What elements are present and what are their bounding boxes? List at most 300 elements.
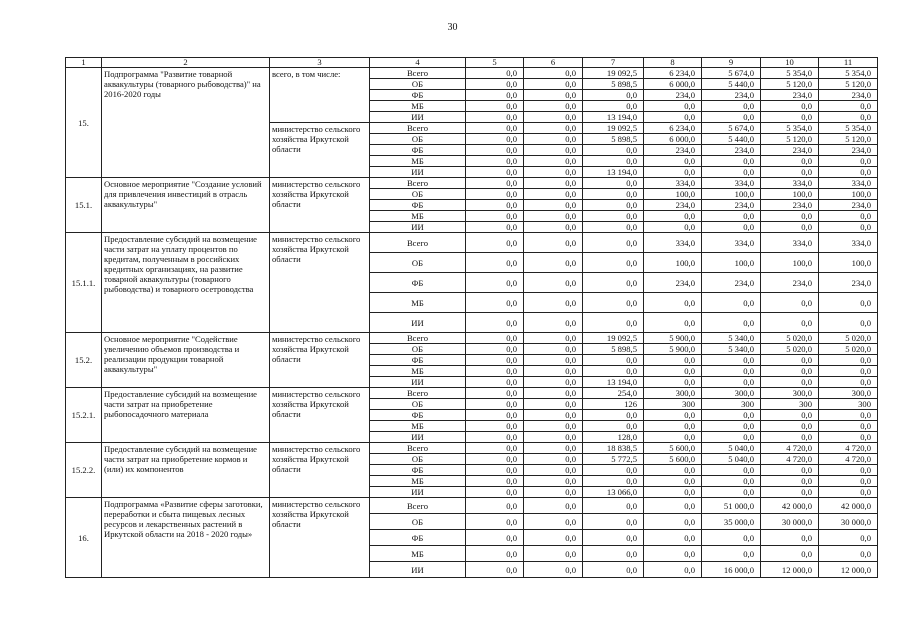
value-cell: 5 354,0 [761, 123, 819, 134]
value-cell: 0,0 [702, 156, 761, 167]
value-cell: 0,0 [466, 377, 524, 388]
value-cell: 0,0 [524, 222, 583, 233]
funding-source: ОБ [370, 134, 466, 145]
value-cell: 0,0 [819, 432, 878, 443]
value-cell: 0,0 [524, 313, 583, 333]
value-cell: 0,0 [466, 410, 524, 421]
value-cell: 0,0 [644, 410, 702, 421]
column-header: 2 [102, 58, 270, 68]
value-cell: 0,0 [644, 112, 702, 123]
value-cell: 0,0 [819, 476, 878, 487]
value-cell: 0,0 [583, 233, 644, 253]
value-cell: 0,0 [644, 498, 702, 514]
funding-source: МБ [370, 476, 466, 487]
value-cell: 5 674,0 [702, 68, 761, 79]
value-cell: 0,0 [819, 377, 878, 388]
value-cell: 5 772,5 [583, 454, 644, 465]
budget-table [65, 57, 878, 578]
row-description: Подпрограмма "Развитие товарной аквакультуры (товарного рыбоводства)" на 2016-2020 годы [102, 68, 270, 178]
value-cell: 0,0 [644, 222, 702, 233]
row-code: 15.2.2. [66, 443, 102, 498]
row-description: Предоставление субсидий на возмещение части затрат на уплату процентов по кредитам, полученным в российских кредитных организациях, на развитие товарной аквакультуры (товарного рыбоводства) и товарного осетроводства [102, 233, 270, 333]
value-cell: 334,0 [819, 178, 878, 189]
value-cell: 0,0 [466, 90, 524, 101]
value-cell: 334,0 [761, 233, 819, 253]
value-cell: 0,0 [583, 313, 644, 333]
value-cell: 100,0 [644, 253, 702, 273]
column-header: 8 [644, 58, 702, 68]
value-cell: 0,0 [524, 156, 583, 167]
value-cell: 0,0 [466, 454, 524, 465]
value-cell: 0,0 [583, 253, 644, 273]
value-cell: 51 000,0 [702, 498, 761, 514]
funding-source: МБ [370, 421, 466, 432]
value-cell: 334,0 [644, 178, 702, 189]
value-cell: 5 898,5 [583, 344, 644, 355]
funding-source: МБ [370, 156, 466, 167]
value-cell: 13 194,0 [583, 167, 644, 178]
funding-source: ОБ [370, 344, 466, 355]
value-cell: 100,0 [819, 253, 878, 273]
value-cell: 0,0 [466, 134, 524, 145]
value-cell: 0,0 [524, 530, 583, 546]
value-cell: 5 900,0 [644, 344, 702, 355]
value-cell: 0,0 [466, 123, 524, 134]
value-cell: 0,0 [819, 421, 878, 432]
value-cell: 0,0 [761, 167, 819, 178]
value-cell: 300 [819, 399, 878, 410]
funding-source: Всего [370, 233, 466, 253]
value-cell: 300,0 [702, 388, 761, 399]
value-cell: 0,0 [524, 101, 583, 112]
value-cell: 13 066,0 [583, 487, 644, 498]
value-cell: 0,0 [466, 313, 524, 333]
value-cell: 5 900,0 [644, 333, 702, 344]
value-cell: 0,0 [524, 178, 583, 189]
value-cell: 0,0 [524, 410, 583, 421]
value-cell: 5 020,0 [819, 344, 878, 355]
value-cell: 234,0 [702, 145, 761, 156]
value-cell: 0,0 [524, 366, 583, 377]
value-cell: 42 000,0 [819, 498, 878, 514]
value-cell: 19 092,5 [583, 333, 644, 344]
funding-source: ФБ [370, 530, 466, 546]
value-cell: 5 440,0 [702, 79, 761, 90]
value-cell: 334,0 [702, 178, 761, 189]
value-cell: 0,0 [583, 476, 644, 487]
value-cell: 0,0 [702, 410, 761, 421]
value-cell: 0,0 [761, 432, 819, 443]
value-cell: 0,0 [466, 156, 524, 167]
funding-source: ИИ [370, 487, 466, 498]
column-header: 11 [819, 58, 878, 68]
value-cell: 254,0 [583, 388, 644, 399]
value-cell: 0,0 [819, 156, 878, 167]
responsible-executor: всего, в том числе: [270, 68, 370, 123]
value-cell: 0,0 [466, 514, 524, 530]
funding-source: Всего [370, 388, 466, 399]
value-cell: 0,0 [702, 487, 761, 498]
value-cell: 0,0 [524, 487, 583, 498]
value-cell: 0,0 [761, 101, 819, 112]
value-cell: 0,0 [466, 189, 524, 200]
value-cell: 0,0 [644, 514, 702, 530]
value-cell: 13 194,0 [583, 377, 644, 388]
value-cell: 334,0 [644, 233, 702, 253]
value-cell: 0,0 [524, 211, 583, 222]
value-cell: 0,0 [524, 68, 583, 79]
column-header: 10 [761, 58, 819, 68]
value-cell: 16 000,0 [702, 562, 761, 578]
value-cell: 334,0 [819, 233, 878, 253]
value-cell: 0,0 [466, 293, 524, 313]
table-row [66, 233, 878, 253]
value-cell: 0,0 [524, 189, 583, 200]
value-cell: 5 354,0 [819, 68, 878, 79]
value-cell: 0,0 [466, 200, 524, 211]
value-cell: 0,0 [524, 123, 583, 134]
row-code: 16. [66, 498, 102, 578]
value-cell: 234,0 [761, 145, 819, 156]
value-cell: 0,0 [644, 530, 702, 546]
value-cell: 0,0 [524, 546, 583, 562]
funding-source: ИИ [370, 313, 466, 333]
funding-source: ИИ [370, 377, 466, 388]
value-cell: 0,0 [466, 465, 524, 476]
value-cell: 0,0 [524, 421, 583, 432]
value-cell: 0,0 [524, 333, 583, 344]
value-cell: 0,0 [583, 90, 644, 101]
value-cell: 0,0 [466, 145, 524, 156]
value-cell: 0,0 [583, 189, 644, 200]
column-header: 7 [583, 58, 644, 68]
value-cell: 0,0 [524, 90, 583, 101]
value-cell: 0,0 [524, 454, 583, 465]
responsible-executor: министерство сельского хозяйства Иркутской области [270, 498, 370, 578]
value-cell: 6 000,0 [644, 134, 702, 145]
value-cell: 334,0 [761, 178, 819, 189]
funding-source: Всего [370, 443, 466, 454]
value-cell: 5 120,0 [761, 79, 819, 90]
value-cell: 0,0 [761, 366, 819, 377]
value-cell: 4 720,0 [819, 454, 878, 465]
value-cell: 100,0 [819, 189, 878, 200]
value-cell: 4 720,0 [819, 443, 878, 454]
value-cell: 0,0 [819, 101, 878, 112]
value-cell: 0,0 [524, 388, 583, 399]
value-cell: 0,0 [583, 530, 644, 546]
value-cell: 5 898,5 [583, 134, 644, 145]
value-cell: 0,0 [644, 377, 702, 388]
value-cell: 0,0 [583, 145, 644, 156]
value-cell: 0,0 [524, 562, 583, 578]
value-cell: 0,0 [644, 487, 702, 498]
row-description: Основное мероприятие "Создание условий для привлечения инвестиций в отрасль аквакультуры" [102, 178, 270, 233]
value-cell: 0,0 [583, 355, 644, 366]
value-cell: 5 340,0 [702, 344, 761, 355]
value-cell: 0,0 [466, 388, 524, 399]
value-cell: 0,0 [583, 546, 644, 562]
value-cell: 5 600,0 [644, 443, 702, 454]
funding-source: ФБ [370, 355, 466, 366]
value-cell: 0,0 [466, 101, 524, 112]
funding-source: ОБ [370, 454, 466, 465]
value-cell: 0,0 [644, 313, 702, 333]
responsible-executor: министерство сельского хозяйства Иркутской области [270, 123, 370, 178]
value-cell: 0,0 [466, 498, 524, 514]
value-cell: 0,0 [819, 211, 878, 222]
column-header: 3 [270, 58, 370, 68]
value-cell: 0,0 [644, 562, 702, 578]
value-cell: 0,0 [524, 399, 583, 410]
column-header: 1 [66, 58, 102, 68]
value-cell: 0,0 [466, 273, 524, 293]
value-cell: 0,0 [761, 156, 819, 167]
value-cell: 0,0 [702, 167, 761, 178]
value-cell: 0,0 [524, 465, 583, 476]
value-cell: 0,0 [702, 476, 761, 487]
value-cell: 0,0 [524, 344, 583, 355]
value-cell: 5 020,0 [761, 344, 819, 355]
value-cell: 0,0 [819, 546, 878, 562]
value-cell: 0,0 [466, 399, 524, 410]
value-cell: 234,0 [761, 90, 819, 101]
value-cell: 0,0 [524, 79, 583, 90]
value-cell: 334,0 [702, 233, 761, 253]
row-code: 15. [66, 68, 102, 178]
value-cell: 18 838,5 [583, 443, 644, 454]
value-cell: 234,0 [761, 200, 819, 211]
value-cell: 0,0 [761, 313, 819, 333]
value-cell: 0,0 [702, 465, 761, 476]
value-cell: 0,0 [702, 530, 761, 546]
funding-source: ФБ [370, 90, 466, 101]
value-cell: 0,0 [466, 366, 524, 377]
value-cell: 0,0 [583, 273, 644, 293]
row-code: 15.1. [66, 178, 102, 233]
value-cell: 0,0 [644, 355, 702, 366]
funding-source: Всего [370, 498, 466, 514]
value-cell: 0,0 [761, 530, 819, 546]
value-cell: 0,0 [644, 476, 702, 487]
value-cell: 5 020,0 [819, 333, 878, 344]
value-cell: 5 120,0 [819, 134, 878, 145]
funding-source: ФБ [370, 200, 466, 211]
value-cell: 234,0 [644, 273, 702, 293]
table-row [66, 443, 878, 454]
value-cell: 0,0 [583, 101, 644, 112]
value-cell: 0,0 [761, 465, 819, 476]
value-cell: 0,0 [524, 377, 583, 388]
value-cell: 0,0 [524, 498, 583, 514]
value-cell: 5 040,0 [702, 443, 761, 454]
value-cell: 0,0 [524, 167, 583, 178]
funding-source: ОБ [370, 399, 466, 410]
value-cell: 0,0 [583, 562, 644, 578]
value-cell: 0,0 [583, 366, 644, 377]
table-row [66, 498, 878, 514]
responsible-executor: министерство сельского хозяйства Иркутской области [270, 333, 370, 388]
value-cell: 0,0 [702, 546, 761, 562]
value-cell: 0,0 [583, 421, 644, 432]
row-code: 15.2. [66, 333, 102, 388]
responsible-executor: министерство сельского хозяйства Иркутской области [270, 178, 370, 233]
value-cell: 0,0 [524, 355, 583, 366]
value-cell: 0,0 [702, 377, 761, 388]
value-cell: 0,0 [702, 421, 761, 432]
value-cell: 0,0 [819, 487, 878, 498]
value-cell: 0,0 [466, 253, 524, 273]
value-cell: 5 354,0 [819, 123, 878, 134]
value-cell: 300 [702, 399, 761, 410]
value-cell: 100,0 [702, 253, 761, 273]
value-cell: 0,0 [466, 530, 524, 546]
value-cell: 0,0 [524, 273, 583, 293]
value-cell: 0,0 [644, 167, 702, 178]
funding-source: МБ [370, 293, 466, 313]
value-cell: 5 040,0 [702, 454, 761, 465]
value-cell: 0,0 [761, 546, 819, 562]
value-cell: 0,0 [702, 366, 761, 377]
value-cell: 234,0 [819, 273, 878, 293]
value-cell: 6 234,0 [644, 123, 702, 134]
funding-source: ИИ [370, 112, 466, 123]
value-cell: 30 000,0 [819, 514, 878, 530]
value-cell: 0,0 [524, 134, 583, 145]
value-cell: 0,0 [761, 410, 819, 421]
funding-source: ИИ [370, 432, 466, 443]
value-cell: 0,0 [466, 112, 524, 123]
value-cell: 300 [761, 399, 819, 410]
value-cell: 0,0 [466, 68, 524, 79]
value-cell: 35 000,0 [702, 514, 761, 530]
value-cell: 19 092,5 [583, 123, 644, 134]
value-cell: 0,0 [466, 222, 524, 233]
value-cell: 0,0 [702, 101, 761, 112]
funding-source: МБ [370, 101, 466, 112]
value-cell: 0,0 [466, 333, 524, 344]
value-cell: 0,0 [466, 432, 524, 443]
value-cell: 0,0 [761, 355, 819, 366]
value-cell: 0,0 [524, 253, 583, 273]
value-cell: 30 000,0 [761, 514, 819, 530]
value-cell: 0,0 [702, 222, 761, 233]
value-cell: 0,0 [644, 211, 702, 222]
value-cell: 0,0 [702, 355, 761, 366]
value-cell: 5 674,0 [702, 123, 761, 134]
value-cell: 0,0 [524, 200, 583, 211]
value-cell: 0,0 [644, 421, 702, 432]
value-cell: 0,0 [761, 377, 819, 388]
value-cell: 0,0 [761, 293, 819, 313]
value-cell: 0,0 [819, 355, 878, 366]
value-cell: 0,0 [819, 313, 878, 333]
value-cell: 100,0 [702, 189, 761, 200]
value-cell: 0,0 [466, 344, 524, 355]
value-cell: 300,0 [819, 388, 878, 399]
value-cell: 12 000,0 [761, 562, 819, 578]
value-cell: 0,0 [524, 514, 583, 530]
value-cell: 0,0 [583, 465, 644, 476]
value-cell: 234,0 [819, 90, 878, 101]
value-cell: 0,0 [466, 421, 524, 432]
value-cell: 0,0 [466, 546, 524, 562]
value-cell: 234,0 [819, 145, 878, 156]
funding-source: ФБ [370, 465, 466, 476]
value-cell: 0,0 [819, 112, 878, 123]
value-cell: 5 440,0 [702, 134, 761, 145]
value-cell: 0,0 [466, 562, 524, 578]
funding-source: МБ [370, 546, 466, 562]
value-cell: 0,0 [644, 366, 702, 377]
value-cell: 234,0 [702, 273, 761, 293]
value-cell: 0,0 [524, 432, 583, 443]
funding-source: ИИ [370, 167, 466, 178]
value-cell: 300 [644, 399, 702, 410]
value-cell: 5 600,0 [644, 454, 702, 465]
value-cell: 0,0 [466, 178, 524, 189]
value-cell: 0,0 [644, 432, 702, 443]
value-cell: 0,0 [466, 167, 524, 178]
value-cell: 0,0 [524, 112, 583, 123]
value-cell: 5 120,0 [819, 79, 878, 90]
value-cell: 0,0 [819, 366, 878, 377]
responsible-executor: министерство сельского хозяйства Иркутской области [270, 443, 370, 498]
row-description: Предоставление субсидий на возмещение части затрат на приобретение рыбопосадочного материала [102, 388, 270, 443]
page-number: 30 [447, 22, 458, 33]
responsible-executor: министерство сельского хозяйства Иркутской области [270, 388, 370, 443]
value-cell: 0,0 [819, 222, 878, 233]
value-cell: 5 340,0 [702, 333, 761, 344]
value-cell: 0,0 [466, 233, 524, 253]
row-code: 15.1.1. [66, 233, 102, 333]
value-cell: 0,0 [466, 443, 524, 454]
value-cell: 0,0 [761, 222, 819, 233]
value-cell: 0,0 [761, 476, 819, 487]
value-cell: 0,0 [819, 465, 878, 476]
value-cell: 100,0 [644, 189, 702, 200]
value-cell: 0,0 [524, 443, 583, 454]
value-cell: 0,0 [583, 293, 644, 313]
value-cell: 4 720,0 [761, 454, 819, 465]
funding-source: Всего [370, 68, 466, 79]
funding-source: ФБ [370, 273, 466, 293]
row-description: Подпрограмма «Развитие сферы заготовки, переработки и сбыта пищевых лесных ресурсов и лекарственных растений в Иркутской области на 2018 - 2020 годы» [102, 498, 270, 578]
value-cell: 0,0 [702, 112, 761, 123]
table-row [66, 178, 878, 189]
value-cell: 42 000,0 [761, 498, 819, 514]
value-cell: 128,0 [583, 432, 644, 443]
value-cell: 4 720,0 [761, 443, 819, 454]
value-cell: 0,0 [524, 293, 583, 313]
value-cell: 6 000,0 [644, 79, 702, 90]
value-cell: 234,0 [819, 200, 878, 211]
value-cell: 0,0 [583, 222, 644, 233]
funding-source: ОБ [370, 514, 466, 530]
value-cell: 0,0 [761, 211, 819, 222]
value-cell: 0,0 [644, 156, 702, 167]
value-cell: 0,0 [524, 145, 583, 156]
funding-source: ОБ [370, 79, 466, 90]
column-header: 9 [702, 58, 761, 68]
value-cell: 13 194,0 [583, 112, 644, 123]
table-row [66, 388, 878, 399]
funding-source: Всего [370, 123, 466, 134]
value-cell: 0,0 [819, 167, 878, 178]
funding-source: Всего [370, 178, 466, 189]
value-cell: 234,0 [702, 200, 761, 211]
responsible-executor: министерство сельского хозяйства Иркутской области [270, 233, 370, 333]
